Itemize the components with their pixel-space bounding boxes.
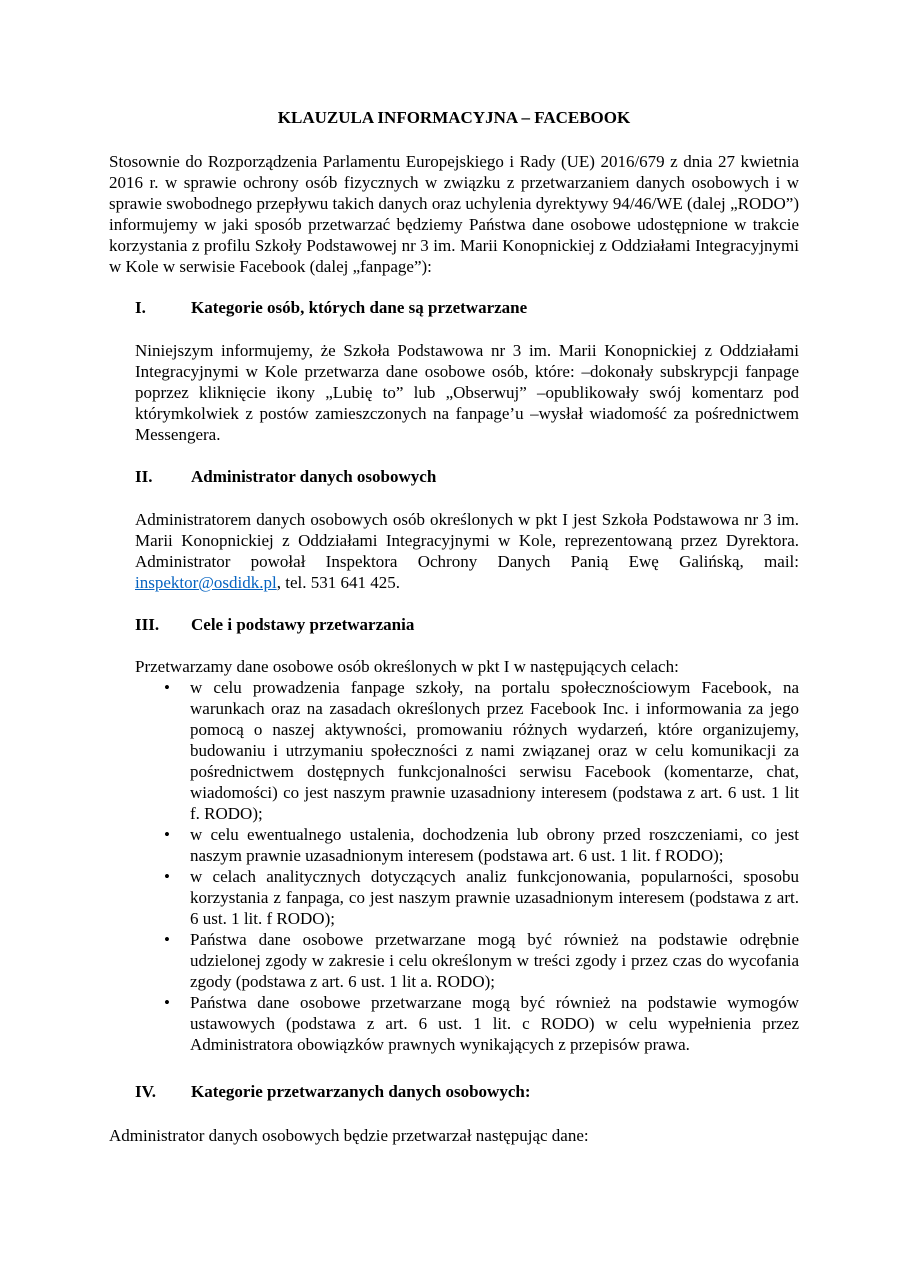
section-4-number: IV.: [135, 1082, 156, 1101]
section-3-number: III.: [135, 615, 160, 634]
section-4-title: Kategorie przetwarzanych danych osobowych:: [191, 1082, 531, 1101]
section-4-body: Administrator danych osobowych będzie przetwarzał następując dane:: [109, 1126, 589, 1145]
list-item-text: Państwa dane osobowe przetwarzane mogą być również na podstawie wymogów ustawowych (podstawa z art. 6 ust. 1 lit. c RODO) w celu wypełnienia przez Administratora obowiązków prawnych wynikających z przepisów prawa.: [190, 993, 799, 1054]
section-3-title: Cele i podstawy przetwarzania: [191, 615, 415, 634]
bullet-icon: •: [164, 993, 170, 1012]
section-1-number: I.: [135, 298, 146, 317]
bullet-icon: •: [164, 678, 170, 697]
intro-paragraph: Stosownie do Rozporządzenia Parlamentu Europejskiego i Rady (UE) 2016/679 z dnia 27 kwietnia 2016 r. w sprawie ochrony osób fizycznych w związku z przetwarzaniem danych osobowych i w sprawie swobodnego przepływu takich danych oraz uchylenia dyrektywy 94/46/WE (dalej „RODO”) informujemy w jaki sposób przetwarzać będziemy Państwa dane osobowe udostępnione w trakcie korzystania z profilu Szkoły Podstawowej nr 3 im. Marii Konopnickiej z Oddziałami Integracyjnymi w Kole w serwisie Facebook (dalej „fanpage”):: [109, 152, 799, 276]
section-2-body: [135, 509, 799, 593]
list-item-text: w celu ewentualnego ustalenia, dochodzenia lub obrony przed roszczeniami, co jest naszym prawnie uzasadnionym interesem (podstawa art. 6 ust. 1 lit. f RODO);: [190, 825, 799, 865]
list-item: [135, 824, 799, 866]
bullet-icon: •: [164, 867, 170, 886]
section-1-body: Niniejszym informujemy, że Szkoła Podstawowa nr 3 im. Marii Konopnickiej z Oddziałami Integracyjnymi w Kole przetwarza dane osobowe osób, które: –dokonały subskrypcji fanpage poprzez kliknięcie ikony „Lubię to” lub „Obserwuj” –opublikowały swój komentarz pod którymkolwiek z postów zamieszczonych na fanpage’u –wysłał wiadomość za pośrednictwem Messengera.: [135, 341, 799, 444]
section-2-title: Administrator danych osobowych: [191, 467, 437, 486]
section-4-heading: [135, 1081, 531, 1103]
document-title: KLAUZULA INFORMACYJNA – FACEBOOK: [277, 108, 631, 127]
section-2-body-text: Administratorem danych osobowych osób określonych w pkt I jest Szkoła Podstawowa nr 3 im. Marii Konopnickiej z Oddziałami Integracyjnymi w Kole, reprezentowaną przez Dyrektora. Administrator powołał Inspektora Ochrony Danych Panią Ewę Galińską, mail:: [135, 510, 799, 571]
list-item: [135, 677, 799, 824]
purposes-list: [135, 677, 799, 1055]
inspector-email-link[interactable]: inspektor@osdidk.pl: [135, 573, 277, 592]
list-item-text: w celu prowadzenia fanpage szkoły, na portalu społecznościowym Facebook, na warunkach oraz na zasadach określonych przez Facebook Inc. i informowania za jego pomocą o naszej aktywności, promowaniu różnych wydarzeń, które organizujemy, budowaniu i utrzymaniu społeczności z nami związanej oraz w celu komunikacji za pośrednictwem dostępnych funkcjonalności serwisu Facebook (komentarze, chat, wiadomości) co jest naszym prawnie uzasadniony interesem (podstawa z art. 6 ust. 1 lit f. RODO);: [190, 678, 799, 823]
list-item: [135, 929, 799, 992]
list-item: [135, 992, 799, 1055]
bullet-icon: •: [164, 930, 170, 949]
section-1-heading: [135, 297, 527, 319]
section-2-heading: [135, 466, 436, 488]
section-3-heading: [135, 614, 414, 636]
section-2-body-phone: , tel. 531 641 425.: [276, 573, 400, 592]
list-item: [135, 866, 799, 929]
section-3-intro: Przetwarzamy dane osobowe osób określonych w pkt I w następujących celach:: [135, 657, 679, 676]
section-2-number: II.: [135, 467, 153, 486]
section-1-title: Kategorie osób, których dane są przetwarzane: [191, 298, 528, 317]
bullet-icon: •: [164, 825, 170, 844]
list-item-text: Państwa dane osobowe przetwarzane mogą być również na podstawie odrębnie udzielonej zgody w zakresie i celu określonym w treści zgody i przez czas do wycofania zgody (podstawa z art. 6 ust. 1 lit a. RODO);: [190, 930, 799, 991]
list-item-text: w celach analitycznych dotyczących analiz funkcjonowania, popularności, sposobu korzystania z fanpaga, co jest naszym prawnie uzasadnionym interesem (podstawa z art. 6 ust. 1 lit. f RODO);: [190, 867, 799, 928]
